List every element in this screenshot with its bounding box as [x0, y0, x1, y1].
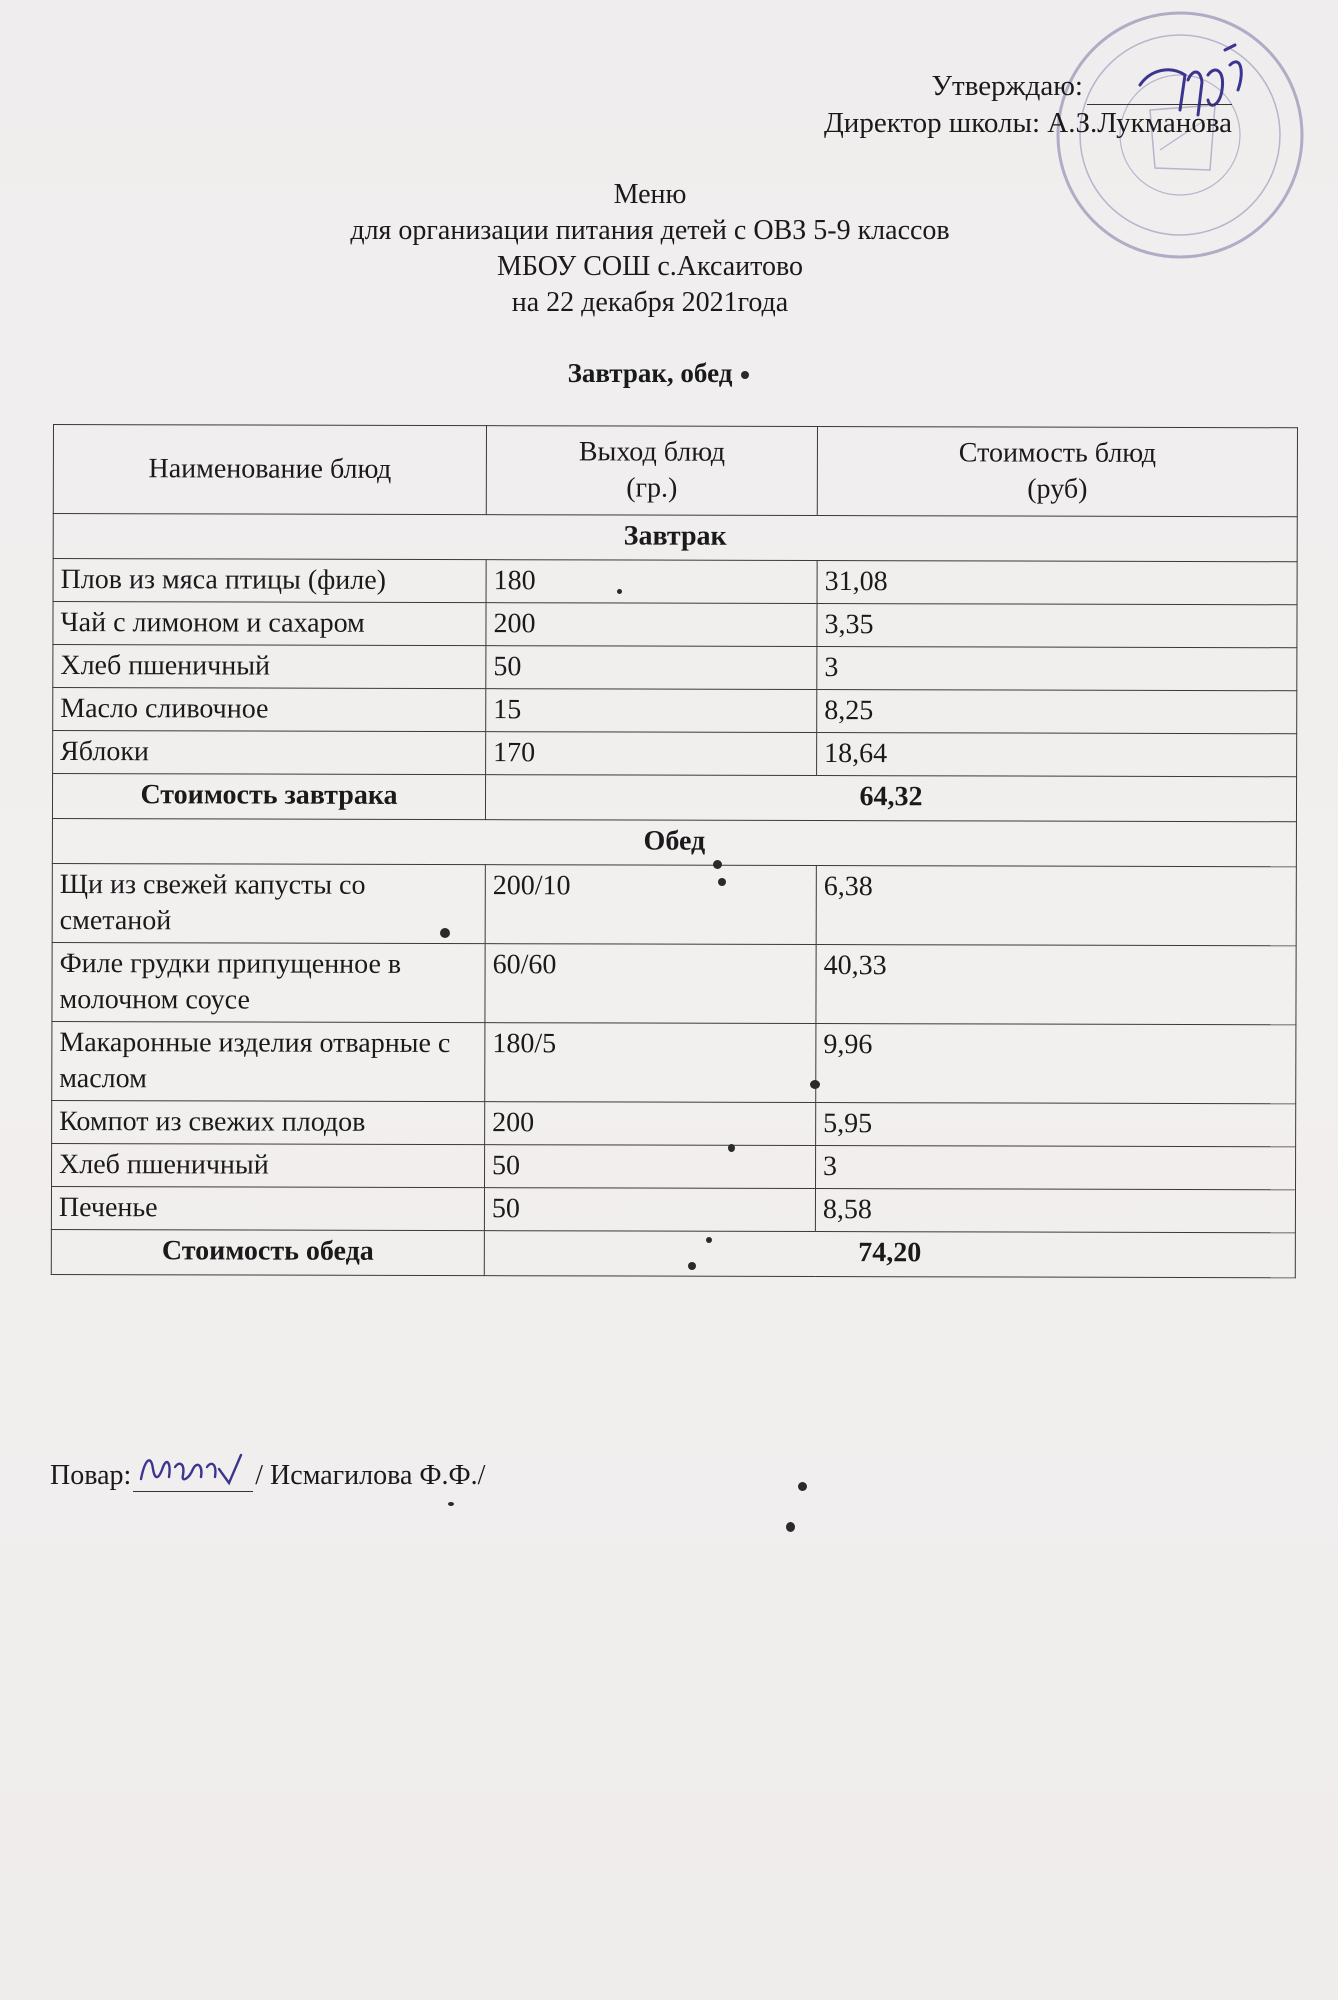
- dish-yield: 15: [486, 689, 817, 733]
- table-row: [51, 1186, 1295, 1232]
- table-row: [52, 863, 1296, 945]
- dish-cost: 3: [817, 647, 1297, 691]
- title-line-1: Меню: [613, 179, 687, 210]
- cook-signature: [133, 1449, 253, 1489]
- dish-name: Макаронные изделия отварные с маслом: [52, 1021, 485, 1101]
- paper-speck: [688, 1262, 696, 1270]
- approval-block: [824, 68, 1232, 142]
- cook-label: Повар:: [50, 1460, 132, 1491]
- paper-speck: [786, 1522, 795, 1532]
- lunch-total-label: Стоимость обеда: [51, 1229, 484, 1275]
- header-row: [53, 425, 1297, 517]
- cook-signature-line: [133, 1453, 253, 1492]
- paper-speck: [617, 589, 622, 594]
- breakfast-total-row: [52, 774, 1296, 822]
- cook-name: / Исмагилова Ф.Ф./: [255, 1460, 486, 1491]
- paper-speck: [810, 1080, 820, 1089]
- paper-speck: [713, 860, 722, 869]
- header-yield-line-2: (гр.): [626, 472, 678, 504]
- dish-cost: 8,58: [815, 1188, 1295, 1232]
- table-row: [53, 688, 1297, 734]
- dish-name: Хлеб пшеничный: [53, 645, 486, 689]
- dish-yield: 180/5: [485, 1023, 816, 1103]
- dish-cost: 8,25: [817, 690, 1297, 734]
- table-row: [53, 645, 1297, 691]
- approve-label: Утверждаю:: [931, 70, 1083, 102]
- dish-yield: 180: [486, 560, 817, 604]
- dish-yield: 60/60: [485, 944, 816, 1024]
- dish-yield: 200: [486, 603, 817, 647]
- director-label: Директор школы: А.З.Лукманова: [824, 107, 1232, 139]
- dish-name: Плов из мяса птицы (филе): [53, 559, 486, 603]
- header-cost-line-1: Стоимость блюд: [958, 437, 1157, 469]
- dish-cost: 3: [816, 1145, 1296, 1189]
- dish-name: Масло сливочное: [53, 688, 486, 732]
- dish-name: Щи из свежей капусты со сметаной: [52, 863, 485, 943]
- paper-speck: [718, 878, 726, 886]
- header-dish-name: Наименование блюд: [53, 425, 486, 515]
- document-title: [0, 177, 1300, 321]
- dish-name: Хлеб пшеничный: [52, 1143, 485, 1187]
- table-row: [53, 602, 1297, 648]
- dish-name: Яблоки: [53, 731, 486, 775]
- paper-speck: [440, 928, 450, 938]
- table-row: [52, 1100, 1296, 1146]
- dish-yield: 170: [486, 732, 817, 776]
- table-row: [53, 559, 1297, 605]
- title-line-2: для организации питания детей с ОВЗ 5-9 классов: [350, 215, 950, 246]
- lunch-total-value: 74,20: [484, 1231, 1295, 1278]
- menu-table: [51, 424, 1298, 1278]
- lunch-section-label: Обед: [52, 818, 1296, 866]
- dish-name: Филе грудки припущенное в молочном соусе: [52, 942, 485, 1022]
- dish-cost: 9,96: [816, 1023, 1296, 1103]
- dish-cost: 3,35: [817, 604, 1297, 648]
- dish-yield: 200/10: [485, 865, 816, 945]
- header-cost-line-2: (руб): [1027, 473, 1088, 505]
- dish-cost: 31,08: [817, 561, 1297, 605]
- approve-signature-line: [1087, 76, 1232, 105]
- breakfast-section-label: Завтрак: [53, 514, 1297, 562]
- paper-speck: [448, 1502, 454, 1506]
- title-line-4: на 22 декабря 2021года: [511, 287, 789, 318]
- dish-cost: 18,64: [817, 733, 1297, 777]
- dish-name: Компот из свежих плодов: [52, 1100, 485, 1144]
- paper-speck: [741, 371, 749, 379]
- lunch-total-row: [51, 1229, 1295, 1277]
- header-yield-line-1: Выход блюд: [578, 436, 726, 468]
- table-row: [53, 731, 1297, 777]
- table-row: [52, 1021, 1296, 1103]
- header-yield: [486, 426, 817, 516]
- dish-cost: 6,38: [816, 865, 1296, 945]
- dish-name: Печенье: [51, 1186, 484, 1230]
- dish-yield: 200: [485, 1102, 816, 1146]
- paper-speck: [728, 1144, 735, 1152]
- paper-speck: [706, 1237, 712, 1243]
- dish-cost: 40,33: [816, 944, 1296, 1024]
- dish-cost: 5,95: [816, 1102, 1296, 1146]
- dish-yield: 50: [484, 1188, 815, 1232]
- table-row: [52, 1143, 1296, 1189]
- breakfast-total-value: 64,32: [485, 775, 1296, 822]
- meals-subtitle: Завтрак, обед: [567, 358, 733, 388]
- table-row: [52, 942, 1296, 1024]
- lunch-section-row: [52, 818, 1296, 866]
- breakfast-section-row: [53, 514, 1297, 562]
- paper-speck: [798, 1482, 807, 1491]
- dish-yield: 50: [486, 646, 817, 690]
- cook-signature-block: [50, 1453, 485, 1492]
- dish-yield: 50: [485, 1145, 816, 1189]
- header-cost: [817, 427, 1297, 517]
- dish-name: Чай с лимоном и сахаром: [53, 602, 486, 646]
- title-line-3: МБОУ СОШ с.Аксаитово: [496, 251, 804, 282]
- breakfast-total-label: Стоимость завтрака: [52, 774, 485, 820]
